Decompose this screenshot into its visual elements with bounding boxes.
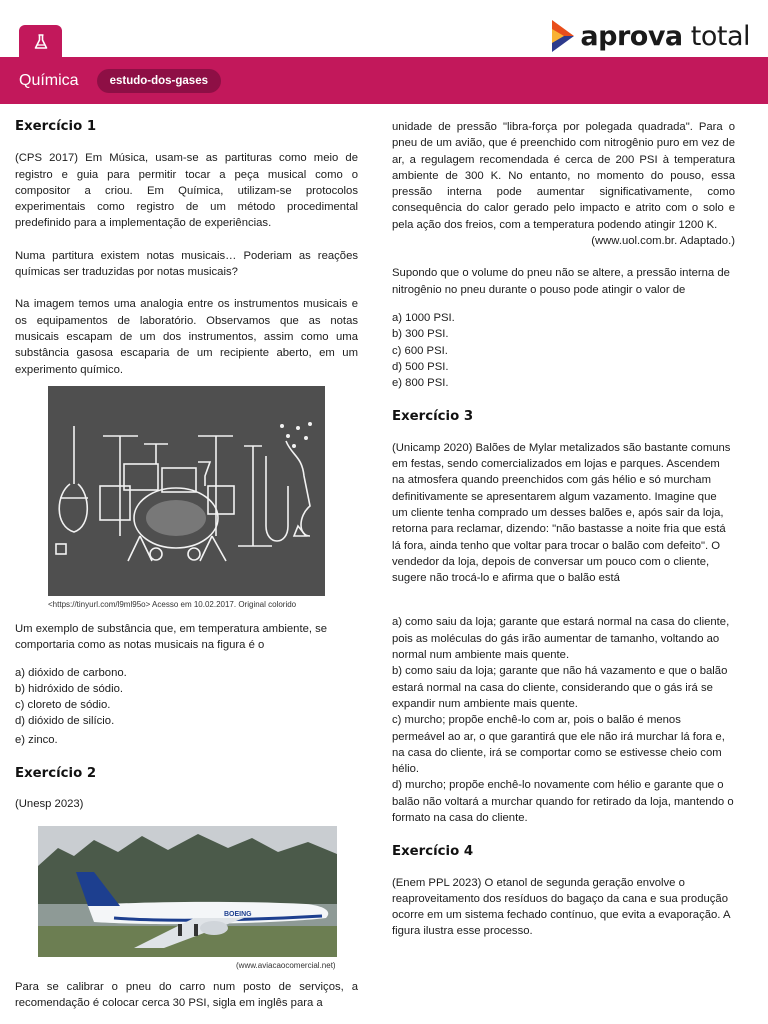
exercise-1-options [15, 665, 358, 748]
left-column [15, 117, 358, 378]
logo-light: total [690, 20, 750, 52]
airplane-photo [38, 826, 337, 957]
exercise-2-paragraph-1: Para se calibrar o pneu do carro num posto de serviços, a recomendação é colocar cerca 30 PSI, sigla em inglês para a [15, 981, 358, 1010]
figure-2-caption: (www.aviacaocomercial.net) [236, 961, 336, 970]
instruments-lab-figure [48, 386, 325, 596]
exercise-1-option-d[interactable]: d) dióxido de silício. [15, 715, 115, 728]
exercise-2-options [392, 310, 735, 391]
right-column [392, 117, 735, 940]
exercise-1-option-b[interactable]: b) hidróxido de sódio. [15, 682, 124, 695]
exercise-1-intro: (CPS 2017) Em Música, usam-se as partituras como meio de registro e guia para permitir tocar a peça musical como o compositor a criou. Em Química, utilizam-se protocolos experimentais como registro de um método procedimental predefinido para a implementação de experiências. [15, 152, 358, 230]
logo-bold: aprova [580, 20, 683, 52]
topic-chip[interactable]: estudo-dos-gases [97, 69, 221, 93]
exercise-3-option-d[interactable]: d) murcho; propõe enchê-lo novamente com hélio e garante que o balão não voltará a murchar quando for retirado da loja, mantendo o formato na casa do cliente. [392, 779, 734, 824]
page-header [0, 0, 768, 58]
exercise-1-option-e[interactable]: e) zinco. [15, 733, 58, 746]
exercise-2-reference: (www.uol.com.br. Adaptado.) [591, 235, 735, 248]
aprova-total-logo[interactable] [552, 20, 750, 52]
exercise-3-title: Exercício 3 [392, 409, 474, 425]
subject-tab[interactable] [19, 25, 62, 58]
exercise-1-paragraph-3: Na imagem temos uma analogia entre os instrumentos musicais e os equipamentos de laboratório. Observamos que as notas musicais escapam de um dos instrumentos, assim como uma substância gasosa escaparia de um recipiente aberto, em um experimento químico. [15, 298, 358, 376]
exercise-2-option-d[interactable]: d) 500 PSI. [392, 360, 449, 373]
subject-title: Química [19, 71, 79, 89]
flask-icon [32, 33, 50, 51]
exercise-3-intro: (Unicamp 2020) Balões de Mylar metalizados são bastante comuns em festas, sendo comercializados em lojas e parques. Ascendem na atmosfera quando preenchidos com gás hélio e só murcham definitivamente se apresentarem algum vazamento. Imagine que um cliente tenha comprado um desses balões e, após sair da loja, retorna para reclamar, dizendo: "não bastasse a noite fria que está lá fora, ainda tenho que voltar para trocar o balão com defeito". O vendedor da loja, depois de conversar um pouco com o cliente, sugere não trocá-lo e afirma que o balão está [392, 441, 731, 585]
exercise-3-option-c[interactable]: c) murcho; propõe enchê-lo com ar, pois o balão é menos permeável ao ar, o que garantirá que ele não irá murchar lá fora e, na casa do cliente, irá se comportar como se estivesse cheio com hélio. [392, 714, 725, 776]
exercise-3-option-a[interactable]: a) como saiu da loja; garante que estará normal na casa do cliente, pois as moléculas do gás irão aumentar de tamanho, voltando ao normal num ambiente mais quente. [392, 616, 730, 662]
exercise-1-question: Um exemplo de substância que, em temperatura ambiente, se comportaria como as notas musicais na figura é o [15, 623, 328, 652]
exercise-2-text [15, 979, 358, 1012]
exercise-2-question: Supondo que o volume do pneu não se altere, a pressão interna de nitrogênio no pneu durante o pouso pode atingir o valor de [392, 267, 730, 296]
instruments-illustration [48, 386, 325, 596]
exercise-1-title: Exercício 1 [15, 119, 97, 134]
exercise-1-option-c[interactable]: c) cloreto de sódio. [15, 699, 111, 712]
exercise-2-paragraph-2: unidade de pressão "libra-força por polegada quadrada". Para o pneu de um avião, que é preenchido com nitrogênio puro em vez de ar, a regulagem recomendada é cerca de 200 PSI à temperatura ambiente de 300 K. No entanto, no momento do pouso, essa pressão interna pode aumentar significativamente, como consequência do calor gerado pelo impacto e atrito com o solo e pela ação dos freios, com a temperatura podendo atingir 1200 K. [392, 121, 735, 231]
exercise-4-title: Exercício 4 [392, 844, 474, 860]
subject-bar [0, 57, 768, 104]
exercise-2-source: (Unesp 2023) [15, 798, 84, 811]
exercise-2-title: Exercício 2 [15, 766, 97, 782]
figure-1-caption: <https://tinyurl.com/l9ml95o> Acesso em 10.02.2017. Original colorido [48, 600, 297, 609]
logo-mark-icon [552, 20, 574, 52]
exercise-4-intro: (Enem PPL 2023) O etanol de segunda geração envolve o reaproveitamento dos resíduos do bagaço da cana e sua produção ocorre em um sistema fechado contínuo, que evita a evaporação. A figura ilustra esse processo. [392, 876, 730, 938]
logo-text [580, 21, 750, 52]
exercise-3-options [392, 614, 735, 826]
exercise-1-option-a[interactable]: a) dióxido de carbono. [15, 666, 127, 679]
exercise-2-option-a[interactable]: a) 1000 PSI. [392, 311, 455, 324]
exercise-3-option-b[interactable]: b) como saiu da loja; garante que não há vazamento e que o balão estará normal na casa do cliente, considerando que o gás irá se expandir num ambiente mais quente. [392, 665, 728, 710]
left-column-continued [15, 621, 358, 813]
airplane-illustration [38, 826, 337, 957]
exercise-2-option-e[interactable]: e) 800 PSI. [392, 377, 449, 390]
exercise-2-option-b[interactable]: b) 300 PSI. [392, 328, 449, 341]
exercise-1-paragraph-2: Numa partitura existem notas musicais… Poderiam as reações químicas ser traduzidas por notas musicais? [15, 249, 358, 279]
plane-text: BOEING [224, 911, 252, 918]
exercise-2-option-c[interactable]: c) 600 PSI. [392, 344, 448, 357]
